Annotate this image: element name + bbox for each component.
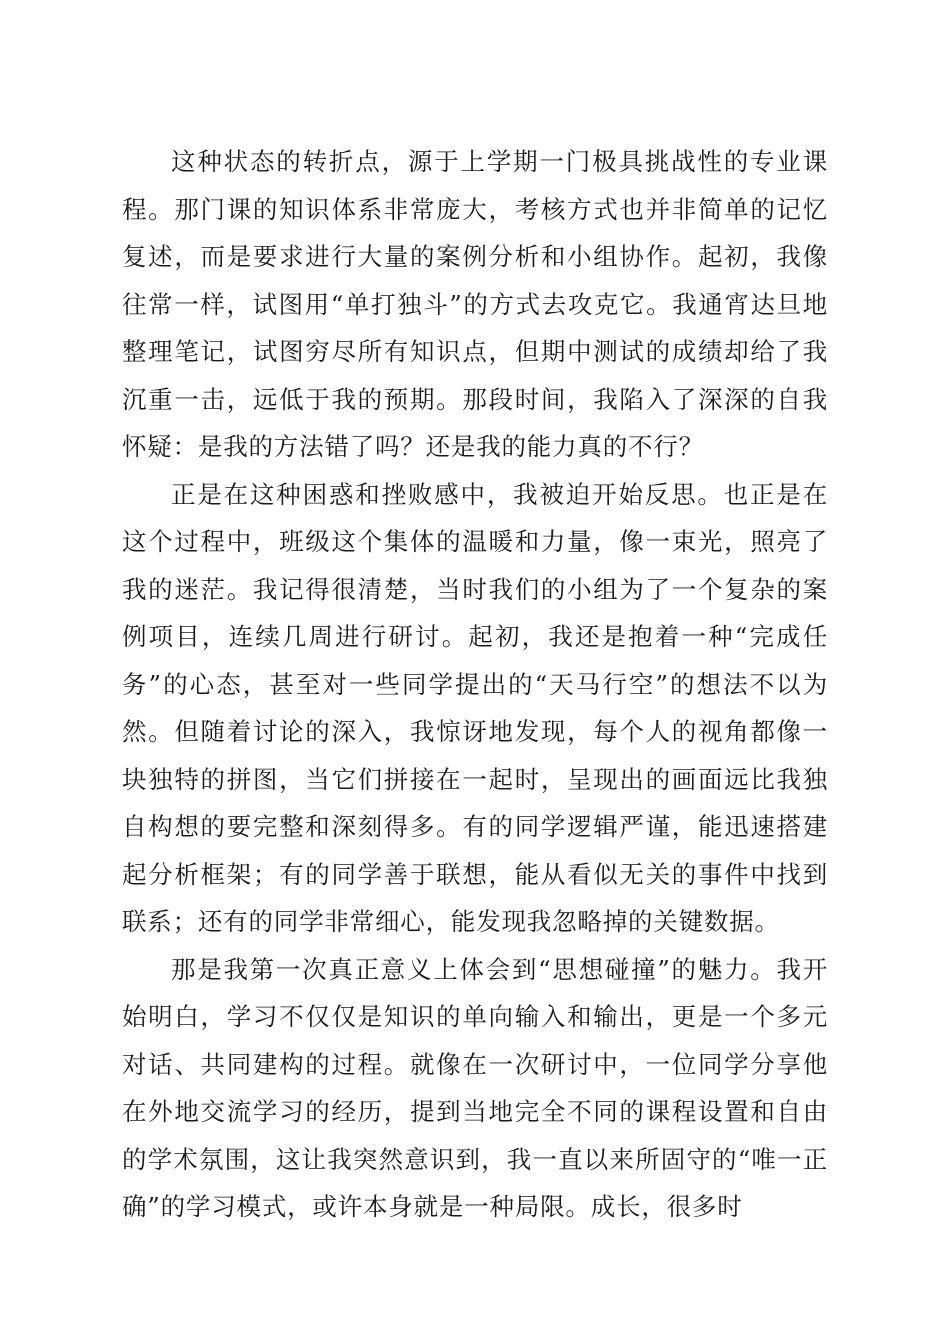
paragraph-idea-collision: 那是我第一次真正意义上体会到“思想碰撞”的魅力。我开始明白，学习不仅仅是知识的单向输入和输出，更是一个多元对话、共同建构的过程。就像在一次研讨中，一位同学分享他在外地交流学习的经历，提到当地完全不同的课程设置和自由的学术氛围，这让我突然意识到，我一直以来所固守的“唯一正确”的学习模式，或许本身就是一种局限。成长，很多时 [122, 954, 828, 1221]
paragraph-turning-point: 这种状态的转折点，源于上学期一门极具挑战性的专业课程。那门课的知识体系非常庞大，考核方式也并非简单的记忆复述，而是要求进行大量的案例分析和小组协作。起初，我像往常一样，试图用“单打独斗”的方式去攻克它。我通宵达旦地整理笔记，试图穷尽所有知识点，但期中测试的成绩却给了我沉重一击，远低于我的预期。那段时间，我陷入了深深的自我怀疑：是我的方法错了吗？还是我的能力真的不行？ [122, 147, 828, 461]
document-body [122, 138, 828, 1231]
paragraph-reflection: 正是在这种困惑和挫败感中，我被迫开始反思。也正是在这个过程中，班级这个集体的温暖和力量，像一束光，照亮了我的迷茫。我记得很清楚，当时我们的小组为了一个复杂的案例项目，连续几周进行研讨。起初，我还是抱着一种“完成任务”的心态，甚至对一些同学提出的“天马行空”的想法不以为然。但随着讨论的深入，我惊讶地发现，每个人的视角都像一块独特的拼图，当它们拼接在一起时，呈现出的画面远比我独自构想的要完整和深刻得多。有的同学逻辑严谨，能迅速搭建起分析框架；有的同学善于联想，能从看似无关的事件中找到联系；还有的同学非常细心，能发现我忽略掉的关键数据。 [122, 479, 828, 936]
